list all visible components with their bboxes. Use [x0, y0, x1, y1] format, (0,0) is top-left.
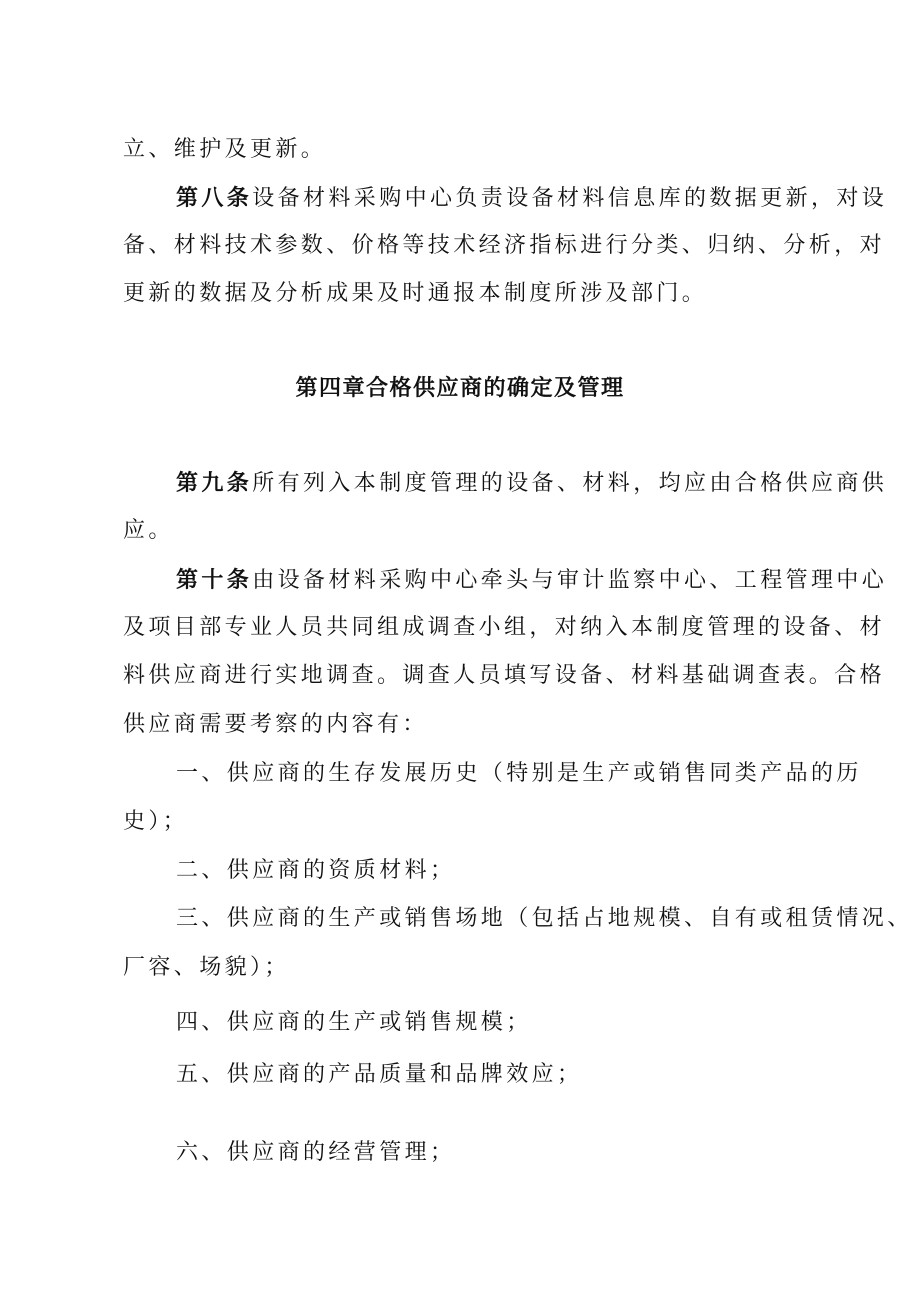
article-9-line-1: 第九条所有列入本制度管理的设备、材料，均应由合格供应商供 [176, 470, 888, 496]
article-9-line-2: 应。 [123, 518, 174, 543]
article-10-label: 第十条 [176, 567, 253, 593]
article-8-line-3: 更新的数据及分析成果及时通报本制度所涉及部门。 [123, 281, 708, 306]
list-item-3-line-1: 三、供应商的生产或销售场地（包括占地规模、自有或租赁情况、 [176, 906, 913, 931]
list-item-3-line-2: 厂容、场貌）； [123, 955, 290, 980]
chapter-4-heading: 第四章合格供应商的确定及管理 [295, 375, 625, 401]
article-8-line-2: 备、材料技术参数、价格等技术经济指标进行分类、归纳、分析，对 [123, 233, 886, 258]
article-10-line-4: 供应商需要考察的内容有： [123, 712, 428, 737]
list-item-4: 四、供应商的生产或销售规模； [176, 1010, 532, 1035]
paragraph-continuation: 立、维护及更新。 [123, 137, 327, 162]
article-8-line-1: 第八条设备材料采购中心负责设备材料信息库的数据更新，对设 [176, 185, 888, 211]
list-item-2: 二、供应商的资质材料； [176, 858, 456, 883]
article-9-label: 第九条 [176, 470, 253, 496]
list-item-1-line-1: 一、供应商的生存发展历史（特别是生产或销售同类产品的历 [176, 761, 862, 786]
list-item-1-line-2: 史）； [123, 809, 189, 834]
list-item-6: 六、供应商的经营管理； [176, 1140, 456, 1165]
article-10-line-1: 第十条由设备材料采购中心牵头与审计监察中心、工程管理中心 [176, 567, 888, 593]
list-item-5: 五、供应商的产品质量和品牌效应； [176, 1062, 583, 1087]
article-10-line-2: 及项目部专业人员共同组成调查小组，对纳入本制度管理的设备、材 [123, 615, 886, 640]
article-10-line-3: 料供应商进行实地调查。调查人员填写设备、材料基础调查表。合格 [123, 663, 886, 688]
article-8-label: 第八条 [176, 185, 253, 211]
